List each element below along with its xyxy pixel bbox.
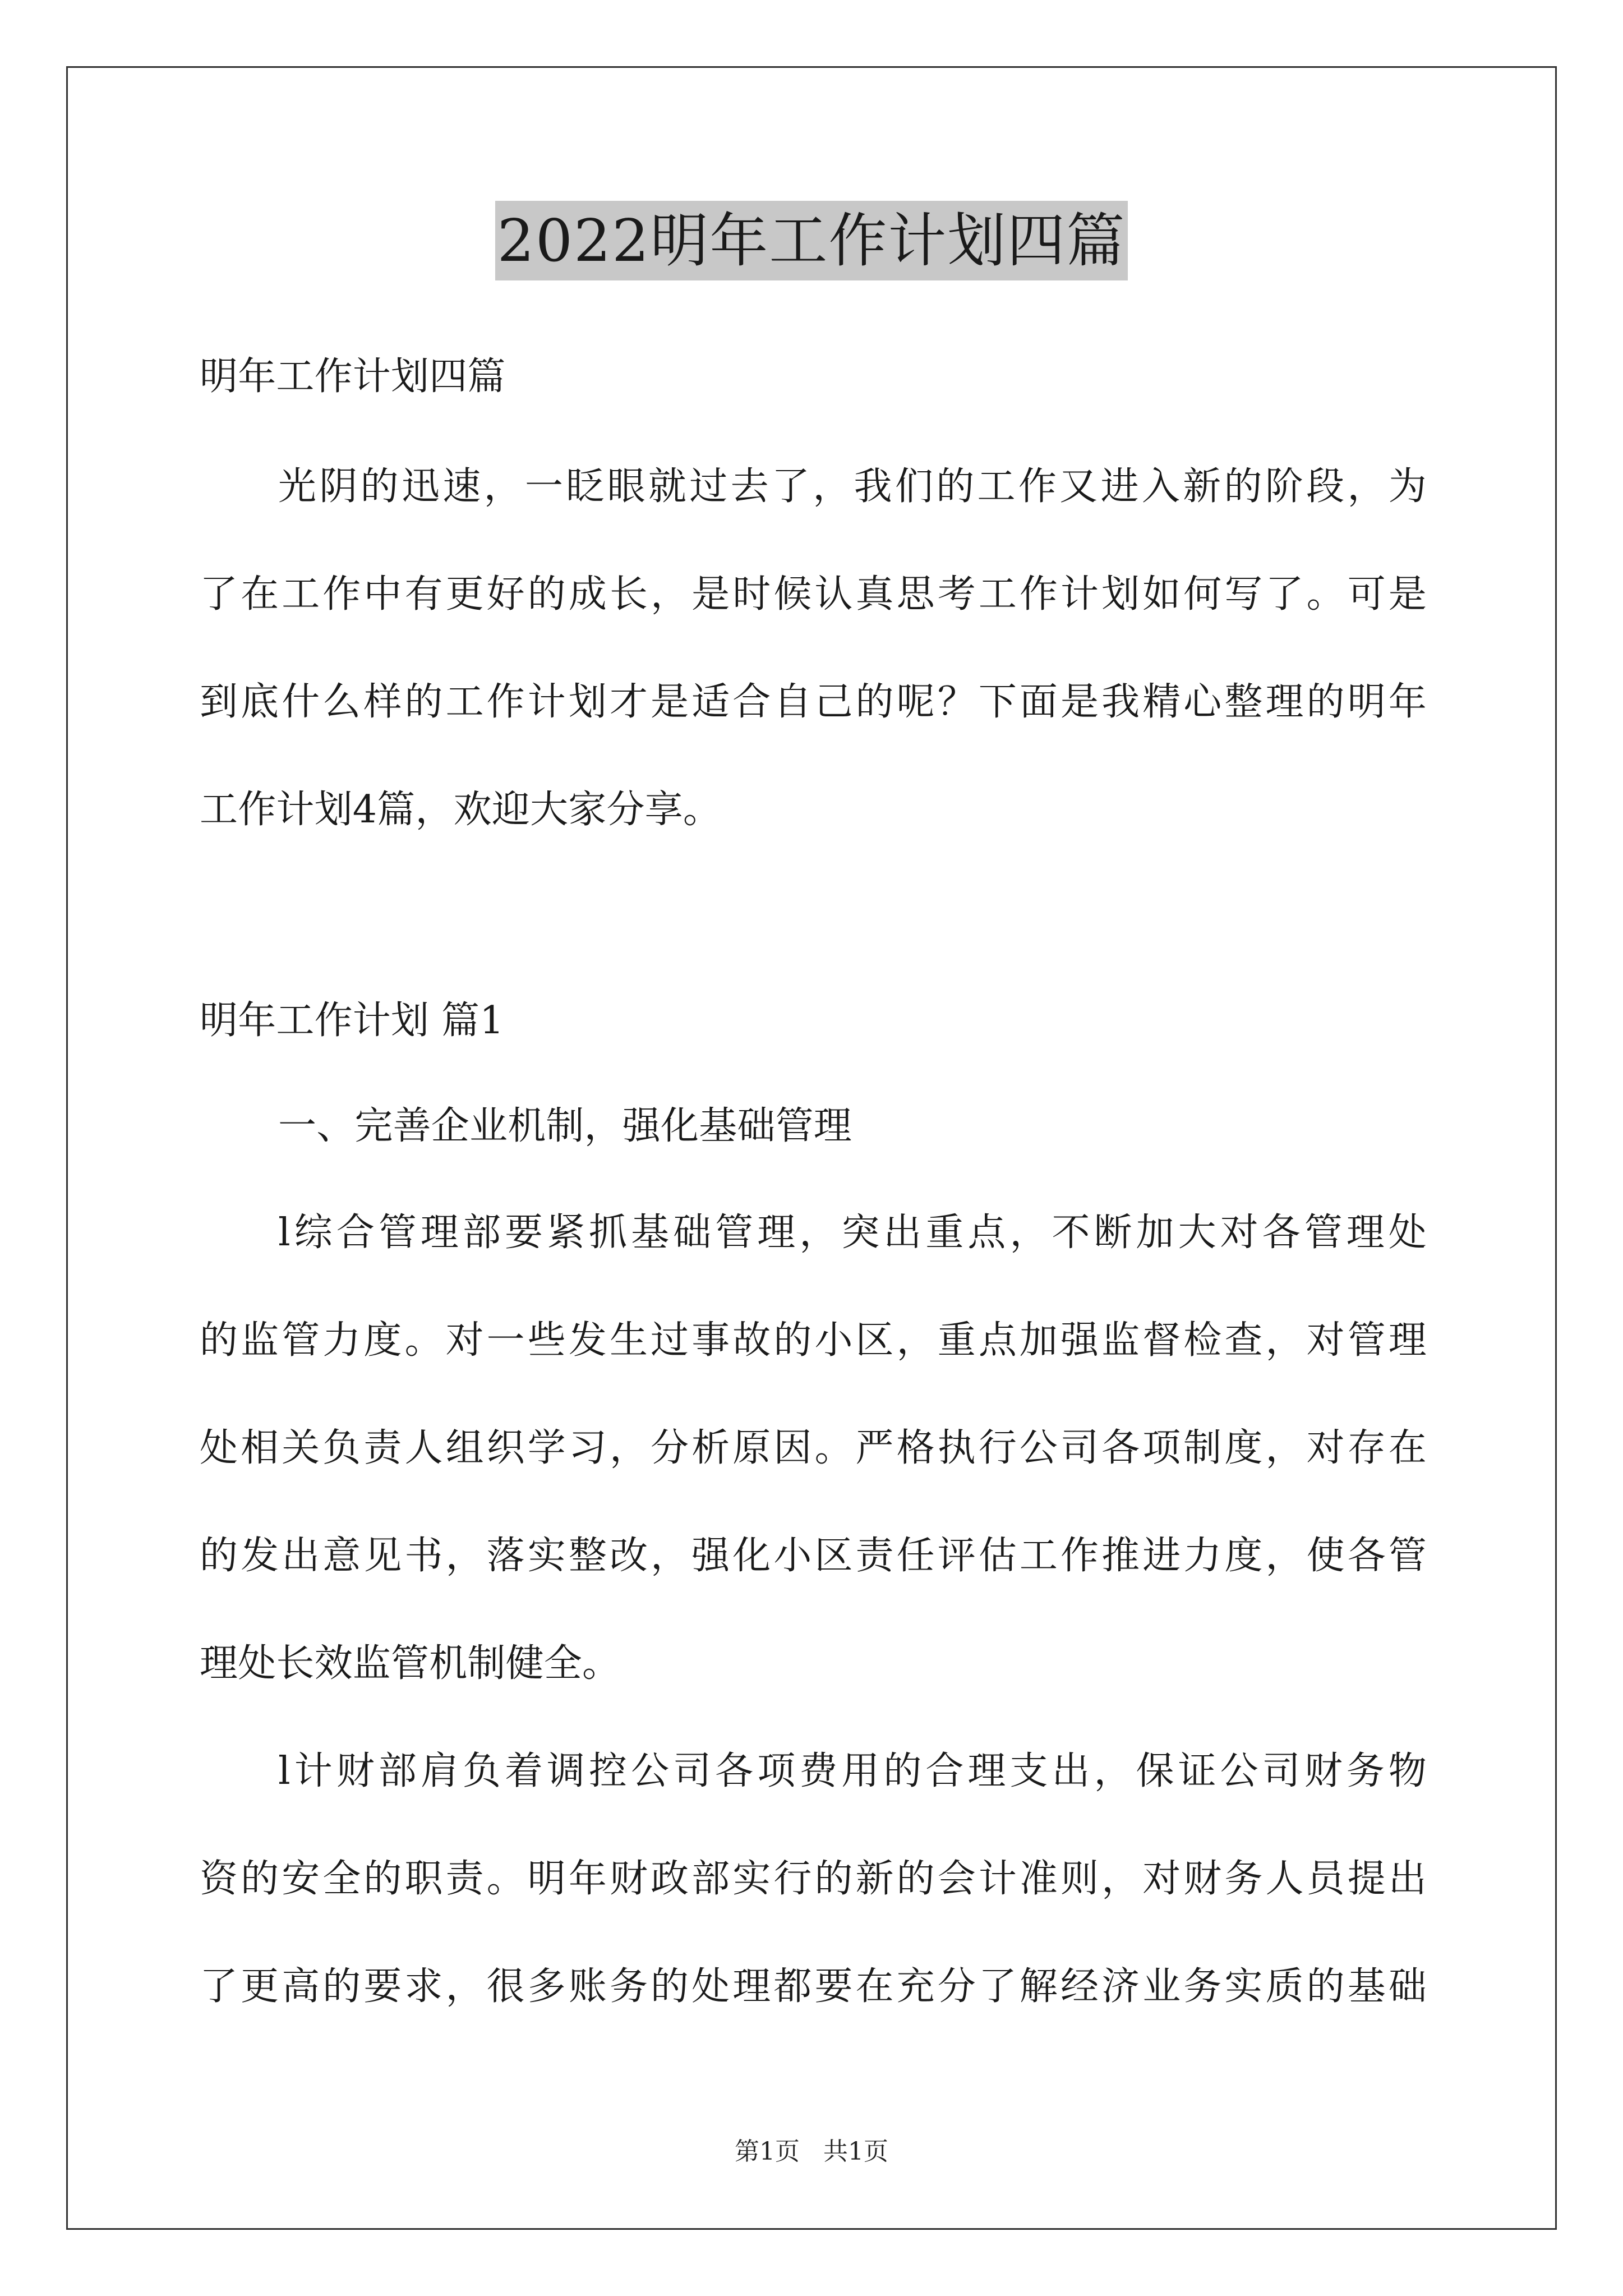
section-heading: 明年工作计划 篇1 bbox=[200, 999, 504, 1043]
paragraph-line: 处相关负责人组织学习，分析原因。严格执行公司各项制度，对存在 bbox=[200, 1426, 1427, 1470]
paragraph-line: 的监管力度。对一些发生过事故的小区，重点加强监督检查，对管理 bbox=[200, 1318, 1427, 1363]
title-container bbox=[0, 201, 1623, 280]
page-number-current: 第1页 bbox=[735, 2137, 800, 2166]
intro-line: 了在工作中有更好的成长，是时候认真思考工作计划如何写了。可是 bbox=[200, 572, 1427, 616]
paragraph-line: 的发出意见书，落实整改，强化小区责任评估工作推进力度，使各管 bbox=[200, 1534, 1427, 1578]
paragraph-line: 资的安全的职责。明年财政部实行的新的会计准则，对财务人员提出 bbox=[200, 1857, 1427, 1901]
paragraph-line: 理处长效监管机制健全。 bbox=[200, 1641, 621, 1686]
paragraph-line: 了更高的要求，很多账务的处理都要在充分了解经济业务实质的基础 bbox=[200, 1964, 1427, 2009]
intro-line: 光阴的迅速，一眨眼就过去了，我们的工作又进入新的阶段，为 bbox=[278, 464, 1427, 509]
document-title: 2022明年工作计划四篇 bbox=[495, 201, 1128, 280]
intro-line: 工作计划4篇，欢迎大家分享。 bbox=[200, 788, 722, 832]
point-heading: 一、完善企业机制，强化基础管理 bbox=[278, 1104, 852, 1148]
paragraph-line: l计财部肩负着调控公司各项费用的合理支出，保证公司财务物 bbox=[278, 1749, 1427, 1793]
page-number-total: 共1页 bbox=[823, 2137, 888, 2166]
paragraph-line: l综合管理部要紧抓基础管理，突出重点，不断加大对各管理处 bbox=[278, 1211, 1427, 1255]
intro-line: 到底什么样的工作计划才是适合自己的呢？下面是我精心整理的明年 bbox=[200, 680, 1427, 724]
page-footer bbox=[0, 2136, 1623, 2168]
document-subtitle: 明年工作计划四篇 bbox=[200, 355, 506, 399]
